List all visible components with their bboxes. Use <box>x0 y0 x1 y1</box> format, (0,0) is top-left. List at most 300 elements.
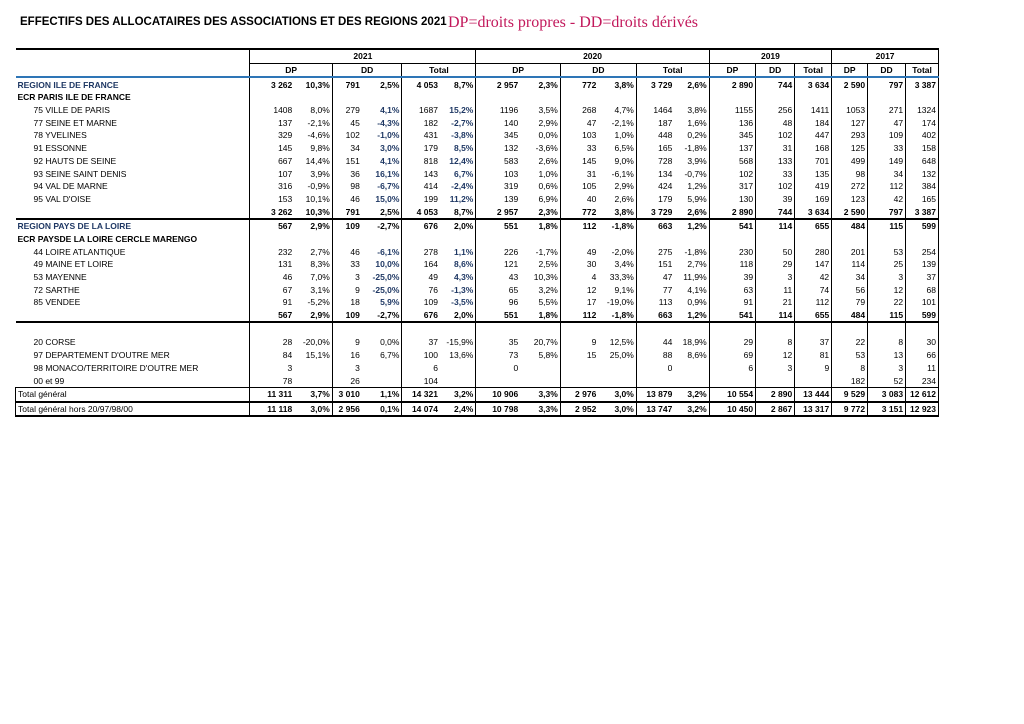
table-cell <box>560 362 598 375</box>
table-cell <box>756 322 795 336</box>
year-2019-header: 2019 <box>709 49 831 63</box>
table-cell <box>440 322 476 336</box>
dd-header: DD <box>560 63 636 77</box>
table-cell: 15,0% <box>375 193 400 204</box>
table-cell: 551 <box>476 219 520 233</box>
table-cell: 3,9% <box>310 168 330 179</box>
row-label <box>16 309 250 323</box>
table-row-data <box>16 180 939 193</box>
table-cell: 1,2% <box>674 219 709 233</box>
table-row-region <box>16 77 939 91</box>
table-cell <box>674 322 709 336</box>
table-cell <box>709 374 755 387</box>
table-cell: 20,7% <box>533 337 558 348</box>
table-cell: 2,6% <box>674 205 709 219</box>
table-cell: 293 <box>832 129 868 142</box>
table-cell: 2 590 <box>832 205 868 219</box>
table-cell: 73 <box>476 349 520 362</box>
table-cell: 131 <box>250 258 294 271</box>
table-cell: 13 444 <box>795 387 832 401</box>
table-cell: -25,0% <box>372 272 400 283</box>
table-cell: 165 <box>636 142 674 155</box>
table-cell: 0 <box>636 362 674 375</box>
table-cell: 47 <box>868 116 906 129</box>
table-cell: 132 <box>476 142 520 155</box>
table-cell <box>440 362 476 375</box>
table-cell: -2,0% <box>611 246 634 257</box>
table-cell: 8,3% <box>310 259 330 270</box>
table-cell: -3,6% <box>535 143 558 154</box>
table-cell: 419 <box>795 180 832 193</box>
table-cell: 35 <box>476 336 520 349</box>
table-row-data <box>16 116 939 129</box>
table-cell: 772 <box>560 205 598 219</box>
table-cell: 114 <box>832 258 868 271</box>
table-cell: 424 <box>636 180 674 193</box>
table-cell: 280 <box>795 245 832 258</box>
table-cell: 6,5% <box>614 143 634 154</box>
table-cell: 3 387 <box>906 77 939 91</box>
table-cell: 1324 <box>906 104 939 117</box>
table-cell: 15,1% <box>305 350 330 361</box>
total-header: Total <box>402 63 476 77</box>
table-cell: 2,0% <box>440 219 476 233</box>
table-cell: 4,7% <box>614 105 634 116</box>
table-cell: 1,1% <box>453 246 474 257</box>
table-cell: 3,8% <box>598 77 636 91</box>
table-cell: 2,6% <box>674 77 709 91</box>
table-cell <box>832 233 868 246</box>
table-cell: 169 <box>795 193 832 206</box>
table-cell: 484 <box>832 219 868 233</box>
table-cell <box>476 322 520 336</box>
table-cell: 3,9% <box>687 155 707 166</box>
table-cell: 125 <box>832 142 868 155</box>
table-cell: 121 <box>476 258 520 271</box>
table-cell: 68 <box>906 283 939 296</box>
table-cell: 164 <box>402 258 440 271</box>
row-label: 98 MONACO/TERRITOIRE D'OUTRE MER <box>33 362 199 373</box>
table-cell: 199 <box>402 193 440 206</box>
table-cell: 103 <box>476 167 520 180</box>
table-cell: -19,0% <box>606 297 634 308</box>
dp-header: DP <box>476 63 560 77</box>
table-cell: 3 729 <box>636 77 674 91</box>
table-cell: 12,4% <box>449 155 474 166</box>
row-label: 77 SEINE ET MARNE <box>33 117 117 128</box>
table-cell: 77 <box>636 283 674 296</box>
table-cell: -1,8% <box>598 309 636 323</box>
table-row-data <box>16 129 939 142</box>
table-cell: 232 <box>250 245 294 258</box>
table-cell: -6,1% <box>611 168 634 179</box>
table-cell <box>520 233 560 246</box>
table-cell: 26 <box>332 374 362 387</box>
table-cell: 663 <box>636 219 674 233</box>
table-cell: 3 083 <box>868 387 906 401</box>
table-cell: 39 <box>756 193 795 206</box>
table-row-data <box>16 155 939 168</box>
table-cell: 12 <box>756 349 795 362</box>
table-cell: 3,0% <box>598 402 636 417</box>
table-cell <box>906 233 939 246</box>
table-cell: 84 <box>250 349 294 362</box>
table-cell: 42 <box>795 271 832 284</box>
table-cell: -0,7% <box>684 168 707 179</box>
table-cell: 319 <box>476 180 520 193</box>
table-cell: 98 <box>332 180 362 193</box>
table-cell <box>440 374 476 387</box>
table-cell <box>636 233 674 246</box>
table-cell: 9 <box>795 362 832 375</box>
table-cell: 2,5% <box>362 77 402 91</box>
total-header: Total <box>636 63 709 77</box>
table-cell: 2 956 <box>332 402 362 417</box>
table-row-data <box>16 271 939 284</box>
table-cell: -15,9% <box>446 337 474 348</box>
table-cell: 3,1% <box>310 284 330 295</box>
table-cell: 667 <box>250 155 294 168</box>
table-cell: 5,9% <box>380 297 400 308</box>
table-cell: -1,8% <box>598 219 636 233</box>
table-cell: 30 <box>560 258 598 271</box>
header-blank <box>16 49 250 63</box>
table-cell <box>709 91 755 104</box>
table-cell: 2,9% <box>294 309 332 323</box>
table-cell: 3,3% <box>520 387 560 401</box>
table-cell: 226 <box>476 245 520 258</box>
table-cell: -20,0% <box>302 337 330 348</box>
table-cell: 67 <box>250 283 294 296</box>
table-cell: 165 <box>906 193 939 206</box>
table-cell: 648 <box>906 155 939 168</box>
table-cell: 8 <box>832 362 868 375</box>
table-cell: 47 <box>560 116 598 129</box>
table-cell <box>332 322 362 336</box>
table-cell <box>520 362 560 375</box>
table-cell: 1196 <box>476 104 520 117</box>
table-cell: 158 <box>906 142 939 155</box>
table-cell: 43 <box>476 271 520 284</box>
table-cell: -1,7% <box>535 246 558 257</box>
table-cell: 11 311 <box>250 387 294 401</box>
table-cell: 168 <box>795 142 832 155</box>
table-cell: 797 <box>868 205 906 219</box>
table-cell: 10,1% <box>305 193 330 204</box>
table-cell: 37 <box>402 336 440 349</box>
table-cell: 102 <box>332 129 362 142</box>
table-cell: 13,6% <box>449 350 474 361</box>
table-cell: 139 <box>476 193 520 206</box>
table-cell: 123 <box>832 193 868 206</box>
row-label: ECR PAYSDE LA LOIRE CERCLE MARENGO <box>17 233 198 244</box>
table-cell: 12 612 <box>906 387 939 401</box>
table-cell <box>709 322 755 336</box>
table-cell: 14 321 <box>402 387 440 401</box>
table-cell: 8,6% <box>687 350 707 361</box>
table-row-data <box>16 104 939 117</box>
table-cell: 567 <box>250 219 294 233</box>
table-cell: 3 <box>332 362 362 375</box>
table-cell: 109 <box>868 129 906 142</box>
row-label: 72 SARTHE <box>33 284 80 295</box>
table-cell: 254 <box>906 245 939 258</box>
table-cell <box>294 322 332 336</box>
table-cell <box>832 322 868 336</box>
table-cell: 137 <box>250 116 294 129</box>
table-row-other <box>16 336 939 349</box>
table-cell <box>362 91 402 104</box>
table-cell <box>795 374 832 387</box>
table-cell: 96 <box>476 296 520 309</box>
table-cell: 448 <box>636 129 674 142</box>
table-cell: 46 <box>332 193 362 206</box>
table-cell: 3 262 <box>250 77 294 91</box>
table-cell: 2 890 <box>709 205 755 219</box>
table-cell: 112 <box>560 219 598 233</box>
table-cell: 3,5% <box>538 105 558 116</box>
table-cell: 9 772 <box>832 402 868 417</box>
table-cell: 0,6% <box>538 181 558 192</box>
table-cell: 8,5% <box>453 143 474 154</box>
table-cell: 2,5% <box>538 259 558 270</box>
table-cell: 147 <box>795 258 832 271</box>
table-cell: 139 <box>906 258 939 271</box>
table-cell: 25 <box>868 258 906 271</box>
table-row-other <box>16 362 939 375</box>
table-cell: 8,7% <box>440 205 476 219</box>
table-cell: 3,2% <box>674 402 709 417</box>
table-row-subtotal <box>16 205 939 219</box>
table-cell: 50 <box>756 245 795 258</box>
table-cell: 132 <box>906 167 939 180</box>
table-cell: 140 <box>476 116 520 129</box>
table-cell: 2,9% <box>294 219 332 233</box>
table-cell: 1,8% <box>520 219 560 233</box>
table-cell: 271 <box>868 104 906 117</box>
table-cell: 65 <box>476 283 520 296</box>
table-cell: 105 <box>560 180 598 193</box>
header-blank <box>16 63 250 77</box>
row-label: 20 CORSE <box>33 337 76 348</box>
year-2020-header: 2020 <box>476 49 709 63</box>
table-cell: 118 <box>709 258 755 271</box>
table-cell <box>250 233 294 246</box>
table-cell: 5,5% <box>538 297 558 308</box>
table-cell <box>906 91 939 104</box>
table-cell <box>250 322 294 336</box>
table-cell: 9,1% <box>614 284 634 295</box>
table-cell: 115 <box>868 309 906 323</box>
dp-header: DP <box>709 63 755 77</box>
row-label: 78 YVELINES <box>33 130 87 141</box>
year-2017-header: 2017 <box>832 49 939 63</box>
table-cell: -2,4% <box>451 181 474 192</box>
table-cell <box>598 374 636 387</box>
table-cell: 2 890 <box>709 77 755 91</box>
table-cell: 52 <box>868 374 906 387</box>
table-cell: 12 <box>868 283 906 296</box>
table-cell: -2,1% <box>307 117 330 128</box>
table-cell <box>560 91 598 104</box>
table-cell: 127 <box>832 116 868 129</box>
table-cell: 316 <box>250 180 294 193</box>
table-cell: 2,9% <box>538 117 558 128</box>
table-cell: 1464 <box>636 104 674 117</box>
table-cell: -1,3% <box>451 284 474 295</box>
table-cell <box>362 362 402 375</box>
table-cell: 29 <box>709 336 755 349</box>
table-cell <box>250 91 294 104</box>
table-cell: 0,0% <box>538 130 558 141</box>
table-cell: 28 <box>250 336 294 349</box>
table-cell: 2 957 <box>476 205 520 219</box>
table-cell: 112 <box>560 309 598 323</box>
table-cell: 114 <box>756 219 795 233</box>
table-cell: 447 <box>795 129 832 142</box>
table-cell: 797 <box>868 77 906 91</box>
table-cell: 182 <box>832 374 868 387</box>
table-cell <box>636 374 674 387</box>
table-cell: 13 879 <box>636 387 674 401</box>
table-cell: 149 <box>868 155 906 168</box>
table-cell: 9,0% <box>614 155 634 166</box>
table-cell: 34 <box>332 142 362 155</box>
table-cell: 345 <box>709 129 755 142</box>
table-cell <box>598 91 636 104</box>
table-cell: -5,2% <box>307 297 330 308</box>
table-cell: 1,2% <box>674 309 709 323</box>
table-cell: 107 <box>250 167 294 180</box>
table-cell: 1411 <box>795 104 832 117</box>
table-row-total2 <box>16 402 939 417</box>
row-label: REGION PAYS DE LA LOIRE <box>16 219 250 233</box>
table-cell: 6,9% <box>538 193 558 204</box>
table-cell: 10 450 <box>709 402 755 417</box>
table-cell: 18 <box>332 296 362 309</box>
table-cell: 34 <box>832 271 868 284</box>
table-cell: 101 <box>906 296 939 309</box>
table-cell: 2,3% <box>520 77 560 91</box>
table-cell: 272 <box>832 180 868 193</box>
row-label: 97 DEPARTEMENT D'OUTRE MER <box>33 350 170 361</box>
table-cell: 818 <box>402 155 440 168</box>
row-label: 93 SEINE SAINT DENIS <box>33 168 127 179</box>
table-cell: 3 <box>756 362 795 375</box>
table-cell: 22 <box>868 296 906 309</box>
table-cell: 791 <box>332 205 362 219</box>
table-cell: 91 <box>250 296 294 309</box>
table-cell: 3,8% <box>687 105 707 116</box>
table-cell: 4 <box>560 271 598 284</box>
table-cell <box>598 322 636 336</box>
table-cell <box>294 233 332 246</box>
table-cell: 791 <box>332 77 362 91</box>
total-header: Total <box>906 63 939 77</box>
allocataires-table <box>15 48 939 417</box>
table-row-sub <box>16 233 939 246</box>
table-cell: 184 <box>795 116 832 129</box>
table-row-data <box>16 258 939 271</box>
table-cell: 145 <box>560 155 598 168</box>
table-cell: -0,9% <box>307 181 330 192</box>
table-cell: 18,9% <box>682 337 707 348</box>
table-cell: 599 <box>906 219 939 233</box>
table-cell: 63 <box>709 283 755 296</box>
table-cell: 384 <box>906 180 939 193</box>
table-cell: 2,6% <box>614 193 634 204</box>
table-cell: 6 <box>709 362 755 375</box>
table-cell <box>795 91 832 104</box>
column-header-row <box>16 63 939 77</box>
table-cell: 33 <box>756 167 795 180</box>
table-cell: 728 <box>636 155 674 168</box>
table-cell: 10 554 <box>709 387 755 401</box>
year-header-row <box>16 49 939 63</box>
table-cell: 744 <box>756 205 795 219</box>
table-cell: 136 <box>709 116 755 129</box>
dd-header: DD <box>756 63 795 77</box>
table-cell: 13 317 <box>795 402 832 417</box>
table-cell: 1,6% <box>687 117 707 128</box>
table-cell: -6,7% <box>377 181 400 192</box>
table-cell: 13 747 <box>636 402 674 417</box>
table-row-other <box>16 349 939 362</box>
table-row-subtotal <box>16 309 939 323</box>
table-cell: -2,7% <box>362 219 402 233</box>
table-cell: 3 634 <box>795 205 832 219</box>
table-cell: 44 <box>636 336 674 349</box>
table-cell: 6 <box>402 362 440 375</box>
table-cell: 12,5% <box>609 337 634 348</box>
table-cell: 8 <box>868 336 906 349</box>
table-cell <box>756 91 795 104</box>
table-cell <box>795 322 832 336</box>
table-cell: 701 <box>795 155 832 168</box>
table-cell: 113 <box>636 296 674 309</box>
table-cell <box>832 91 868 104</box>
table-cell: 31 <box>756 142 795 155</box>
table-cell: 46 <box>250 271 294 284</box>
table-cell: 3,8% <box>598 205 636 219</box>
table-cell: 102 <box>756 180 795 193</box>
table-cell: 2 590 <box>832 77 868 91</box>
table-cell: 1053 <box>832 104 868 117</box>
table-cell: 3,2% <box>538 284 558 295</box>
table-cell: 49 <box>560 245 598 258</box>
table-cell: 317 <box>709 180 755 193</box>
table-cell: 2 957 <box>476 77 520 91</box>
table-cell: 0,2% <box>687 130 707 141</box>
table-cell: 10,3% <box>294 77 332 91</box>
total-header: Total <box>795 63 832 77</box>
table-cell: 12 <box>560 283 598 296</box>
table-cell: 567 <box>250 309 294 323</box>
table-cell: 91 <box>709 296 755 309</box>
table-cell: 3 387 <box>906 205 939 219</box>
table-cell: 9,8% <box>310 143 330 154</box>
table-cell <box>906 322 939 336</box>
table-cell: -2,1% <box>611 117 634 128</box>
table-cell <box>674 362 709 375</box>
table-cell: 36 <box>332 167 362 180</box>
table-cell: 45 <box>332 116 362 129</box>
table-cell: 551 <box>476 309 520 323</box>
table-cell: 8 <box>756 336 795 349</box>
table-cell <box>476 374 520 387</box>
table-cell: 256 <box>756 104 795 117</box>
table-cell: 56 <box>832 283 868 296</box>
